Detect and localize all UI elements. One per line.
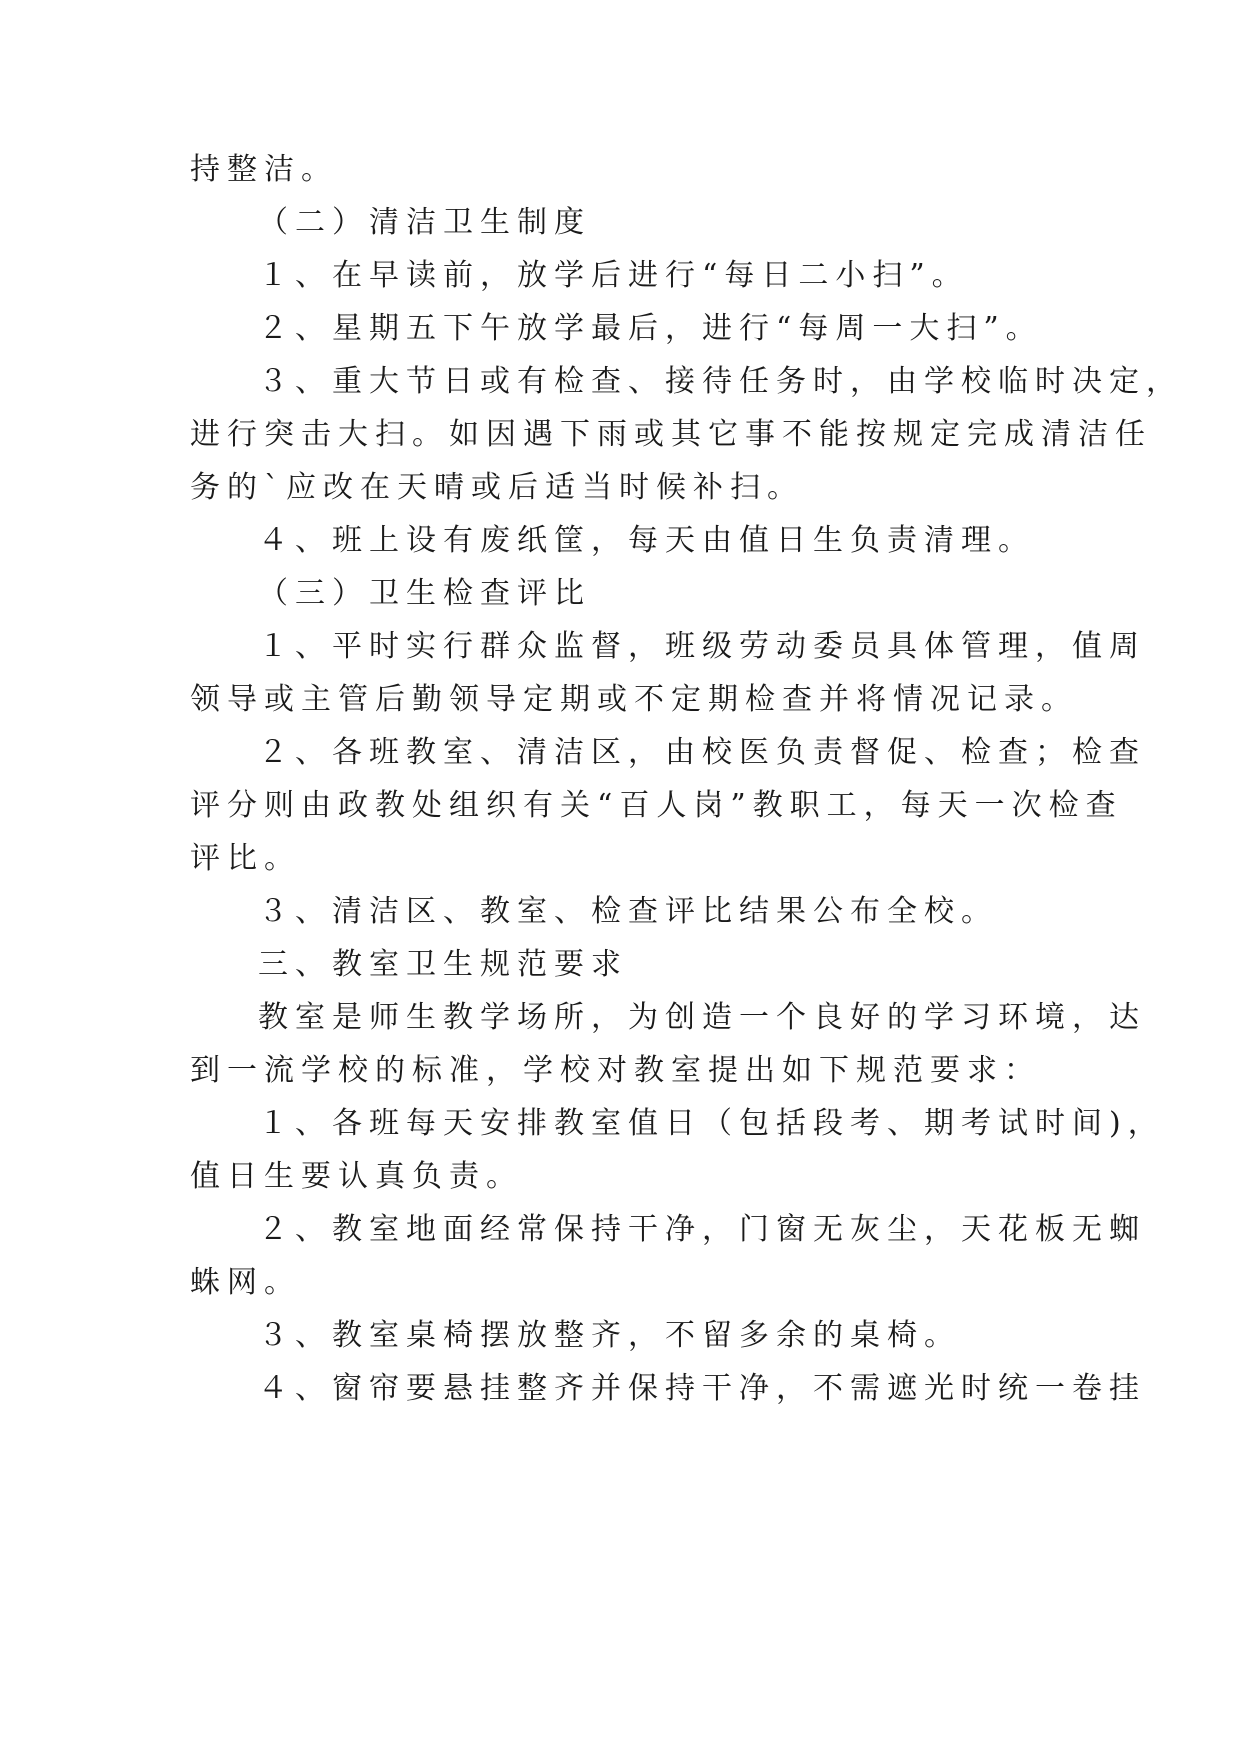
text-line: 领导或主管后勤领导定期或不定期检查并将情况记录。 <box>190 682 1078 717</box>
text-line: １、平时实行群众监督，班级劳动委员具体管理，值周 <box>258 629 1146 664</box>
section-heading: 三、教室卫生规范要求 <box>258 947 628 982</box>
section-heading: （三）卫生检查评比 <box>258 576 591 611</box>
text-line: 评分则由政教处组织有关“百人岗”教职工，每天一次检查 <box>190 788 1123 823</box>
text-line: 值日生要认真负责。 <box>190 1159 523 1194</box>
text-line: ４、班上设有废纸筐，每天由值日生负责清理。 <box>258 523 1035 558</box>
text-line: ２、星期五下午放学最后，进行“每周一大扫”。 <box>258 311 1043 346</box>
text-line: 评比。 <box>190 841 301 876</box>
text-line: ４、窗帘要悬挂整齐并保持干净，不需遮光时统一卷挂 <box>258 1371 1146 1406</box>
text-line: ２、各班教室、清洁区，由校医负责督促、检查；检查 <box>258 735 1146 770</box>
text-line: 进行突击大扫。如因遇下雨或其它事不能按规定完成清洁任 <box>190 417 1152 452</box>
text-line: 蛛网。 <box>190 1265 301 1300</box>
section-heading: （二）清洁卫生制度 <box>258 205 591 240</box>
text-line: １、在早读前，放学后进行“每日二小扫”。 <box>258 258 969 293</box>
text-line: ２、教室地面经常保持干净，门窗无灰尘，天花板无蜘 <box>258 1212 1146 1247</box>
text-line: ３、教室桌椅摆放整齐，不留多余的桌椅。 <box>258 1318 961 1353</box>
text-line: 到一流学校的标准，学校对教室提出如下规范要求： <box>190 1053 1041 1088</box>
text-line: ３、清洁区、教室、检查评比结果公布全校。 <box>258 894 998 929</box>
text-line: ３、重大节日或有检查、接待任务时，由学校临时决定， <box>258 364 1183 399</box>
text-line: 持整洁。 <box>190 152 338 187</box>
text-line: １、各班每天安排教室值日（包括段考、期考试时间)， <box>258 1106 1165 1141</box>
text-line: 教室是师生教学场所，为创造一个良好的学习环境，达 <box>258 1000 1146 1035</box>
text-line: 务的`应改在天晴或后适当时候补扫。 <box>190 470 804 505</box>
